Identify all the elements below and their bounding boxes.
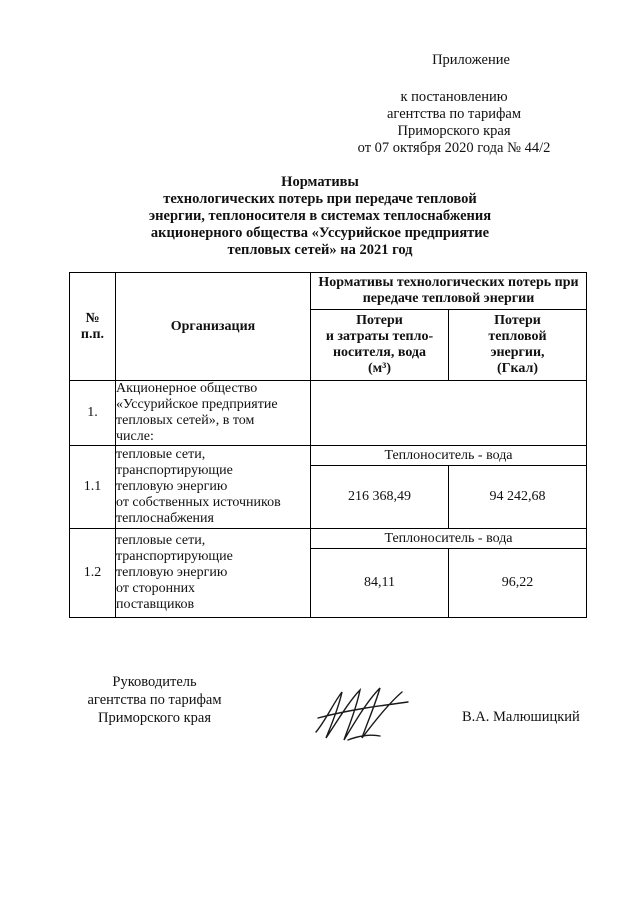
- norms-table: [69, 272, 587, 618]
- appendix-line-4: от 07 октября 2020 года № 44/2: [357, 140, 551, 156]
- header-num-sign: №: [85, 310, 100, 326]
- header-col-a-line2: и затраты тепло-: [325, 329, 434, 344]
- header-org: Организация: [116, 273, 311, 381]
- appendix-line-2: агентства по тарифам: [387, 106, 521, 122]
- header-col-b-unit: (Гкал): [496, 361, 539, 376]
- org-line: поставщиков: [116, 597, 195, 612]
- org-line: тепловую энергию: [116, 565, 228, 580]
- table-row: [70, 446, 587, 466]
- signatory-title-line3: Приморского края: [97, 710, 211, 726]
- row-number: 1.2: [70, 529, 116, 618]
- title-line-2: технологических потерь при передаче тепловой: [163, 191, 477, 207]
- title-line-4: акционерного общества «Уссурийское предприятие: [150, 225, 490, 241]
- value-water-losses: 216 368,49: [311, 466, 449, 529]
- row-organization: [116, 529, 311, 618]
- org-line: от сторонних: [116, 581, 196, 596]
- org-line: тепловые сети,: [116, 447, 206, 462]
- appendix-line-1: к постановлению: [400, 89, 508, 105]
- signatory-title-line2: агентства по тарифам: [87, 692, 222, 708]
- org-line: теплоснабжения: [116, 511, 214, 526]
- org-line: транспортирующие: [116, 549, 233, 564]
- table-row: [70, 381, 587, 446]
- org-line: тепловых сетей», в том: [116, 413, 255, 428]
- table-header-row: [70, 273, 587, 310]
- value-water-losses: 84,11: [311, 549, 449, 618]
- signatory-title: [72, 673, 237, 727]
- header-col-b-line3: энергии,: [490, 345, 545, 360]
- org-line: тепловую энергию: [116, 479, 228, 494]
- header-col-a-line3: носителя, вода: [332, 345, 426, 360]
- value-heat-losses: 96,22: [449, 549, 587, 618]
- row-organization: [116, 446, 311, 529]
- handwritten-signature: [308, 680, 418, 750]
- header-col-b-line1: Потери: [494, 313, 541, 328]
- value-heat-losses: 94 242,68: [449, 466, 587, 529]
- title-line-1: Нормативы: [281, 174, 359, 190]
- row-carrier: Теплоноситель - вода: [311, 529, 587, 549]
- header-num-abbr: п.п.: [80, 326, 105, 342]
- row-number: 1.1: [70, 446, 116, 529]
- org-line: тепловые сети,: [116, 533, 206, 548]
- header-col-a: [311, 310, 449, 381]
- title-line-5: тепловых сетей» на 2021 год: [227, 242, 413, 258]
- appendix-block: [324, 0, 584, 170]
- org-line: от собственных источников: [116, 495, 281, 510]
- header-group: Нормативы технологических потерь при передаче тепловой энергии: [311, 273, 587, 310]
- header-col-a-line1: Потери: [356, 313, 403, 328]
- row-carrier: Теплоноситель - вода: [311, 446, 587, 466]
- org-line: числе:: [116, 429, 154, 444]
- org-line: транспортирующие: [116, 463, 233, 478]
- header-num: [70, 273, 116, 381]
- title-line-3: энергии, теплоносителя в системах теплоснабжения: [148, 208, 492, 224]
- header-col-b: [449, 310, 587, 381]
- header-col-a-unit: (м³): [367, 361, 392, 376]
- document-title: [120, 174, 520, 259]
- appendix-line-3: Приморского края: [397, 123, 511, 139]
- appendix-title: Приложение: [432, 52, 510, 68]
- org-line: «Уссурийское предприятие: [116, 397, 278, 412]
- row-number: 1.: [70, 381, 116, 446]
- header-col-b-line2: тепловой: [488, 329, 547, 344]
- signatory-name: В.А. Малюшицкий: [462, 709, 580, 725]
- row-organization: [116, 381, 311, 446]
- appendix-lines: [324, 89, 584, 157]
- row-empty-values: [311, 381, 587, 446]
- org-line: Акционерное общество: [116, 381, 258, 396]
- table-row: [70, 529, 587, 549]
- signatory-title-line1: Руководитель: [112, 674, 197, 690]
